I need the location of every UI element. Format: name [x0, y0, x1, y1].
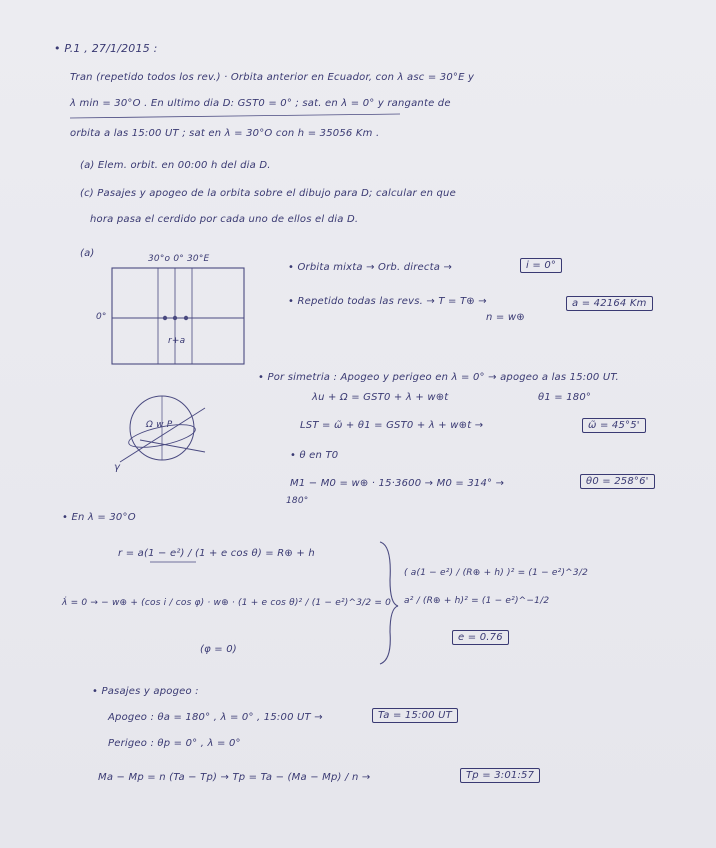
- globe-line: [140, 440, 205, 452]
- statement-line-1: Tran (repetido todos los rev.) · Orbita anterior en Ecuador, con λ asc = 30°E y: [70, 72, 475, 83]
- phi-note: (φ = 0): [200, 644, 237, 655]
- statement-line-3: orbita a las 15:00 UT ; sat en λ = 30°O con h = 35056 Km .: [70, 128, 380, 139]
- globe-gamma: γ: [114, 462, 121, 473]
- statement-line-6: hora pasa el cerdido por cada uno de ellos el dia D.: [90, 214, 359, 225]
- ground-track-map: [112, 268, 244, 364]
- equation-4: M1 − M0 = w⊕ · 15·3600 → M0 = 314° →: [290, 478, 505, 489]
- result-eccentricity: e = 0.76: [452, 630, 509, 645]
- orbit-type-note: • Orbita mixta → Orb. directa →: [288, 262, 453, 273]
- map-point-2: [173, 316, 177, 320]
- radius-equation: r = a(1 − e²) / (1 + e cos θ) = R⊕ + h: [118, 548, 315, 559]
- perigee-time-equation: Ma − Mp = n (Ta − Tp) → Tp = Ta − (Ma − Mp) / n →: [98, 772, 371, 783]
- result-perigee-time: Tp = 3:01:57: [460, 768, 540, 783]
- map-point-3: [184, 316, 188, 320]
- mean-motion-note: n = w⊕: [486, 312, 525, 323]
- part-b-intro: • En λ = 30°O: [62, 512, 136, 523]
- repeat-note: • Repetido todas las revs. → T = T⊕ →: [288, 296, 487, 307]
- map-bottom-label: r+a: [168, 336, 186, 346]
- equation-1: λu + Ω = GST0 + λ + w⊕t: [312, 392, 449, 403]
- map-left-label: 0°: [96, 312, 107, 322]
- underline: [70, 114, 400, 118]
- apogee-line: Apogeo : θa = 180° , λ = 0° , 15:00 UT →: [108, 712, 323, 723]
- relation-2: a² / (R⊕ + h)² = (1 − e²)^−1/2: [404, 596, 550, 606]
- perigee-line: Perigeo : θp = 0° , λ = 0°: [108, 738, 241, 749]
- equation-3: • θ en T0: [290, 450, 339, 461]
- theta1-value: θ1 = 180°: [538, 392, 592, 403]
- part-c-intro: • Pasajes y apogeo :: [92, 686, 199, 697]
- result-apogee-time: Ta = 15:00 UT: [372, 708, 458, 723]
- part-a-label: (a): [80, 248, 95, 259]
- statement-line-2: λ min = 30°O . En ultimo dia D: GST0 = 0° ; sat. en λ = 0° y rangante de: [70, 98, 451, 109]
- map-top-labels: 30°o 0° 30°E: [148, 254, 210, 264]
- relation-1: ( a(1 − e²) / (R⊕ + h) )² = (1 − e²)^3/2: [404, 568, 589, 578]
- globe-labels: Ω w P: [146, 420, 173, 430]
- result-inclination: i = 0°: [520, 258, 562, 273]
- result-arg-perigee: ω̃ = 45°5': [582, 418, 646, 433]
- lambda-dot-equation: λ̇ = 0 → − w⊕ + (cos i / cos φ) · w⊕ · (1 + e cos θ)² / (1 − e²)^3/2 = 0: [62, 598, 392, 608]
- header-date: • P.1 , 27/1/2015 :: [54, 42, 158, 55]
- statement-line-5: (c) Pasajes y apogeo de la orbita sobre el dibujo para D; calcular en que: [80, 188, 456, 199]
- symmetry-note: • Por simetria : Apogeo y perigeo en λ = 0° → apogeo a las 15:00 UT.: [258, 372, 619, 383]
- result-semimajor: a = 42164 Km: [566, 296, 653, 311]
- equation-4-sub: 180°: [286, 496, 309, 506]
- result-true-anomaly: θ0 = 258°6': [580, 474, 655, 489]
- statement-line-4: (a) Elem. orbit. en 00:00 h del dia D.: [80, 160, 271, 171]
- equation-2: LST = ω̃ + θ1 = GST0 + λ + w⊕t →: [300, 420, 484, 431]
- map-point-1: [163, 316, 167, 320]
